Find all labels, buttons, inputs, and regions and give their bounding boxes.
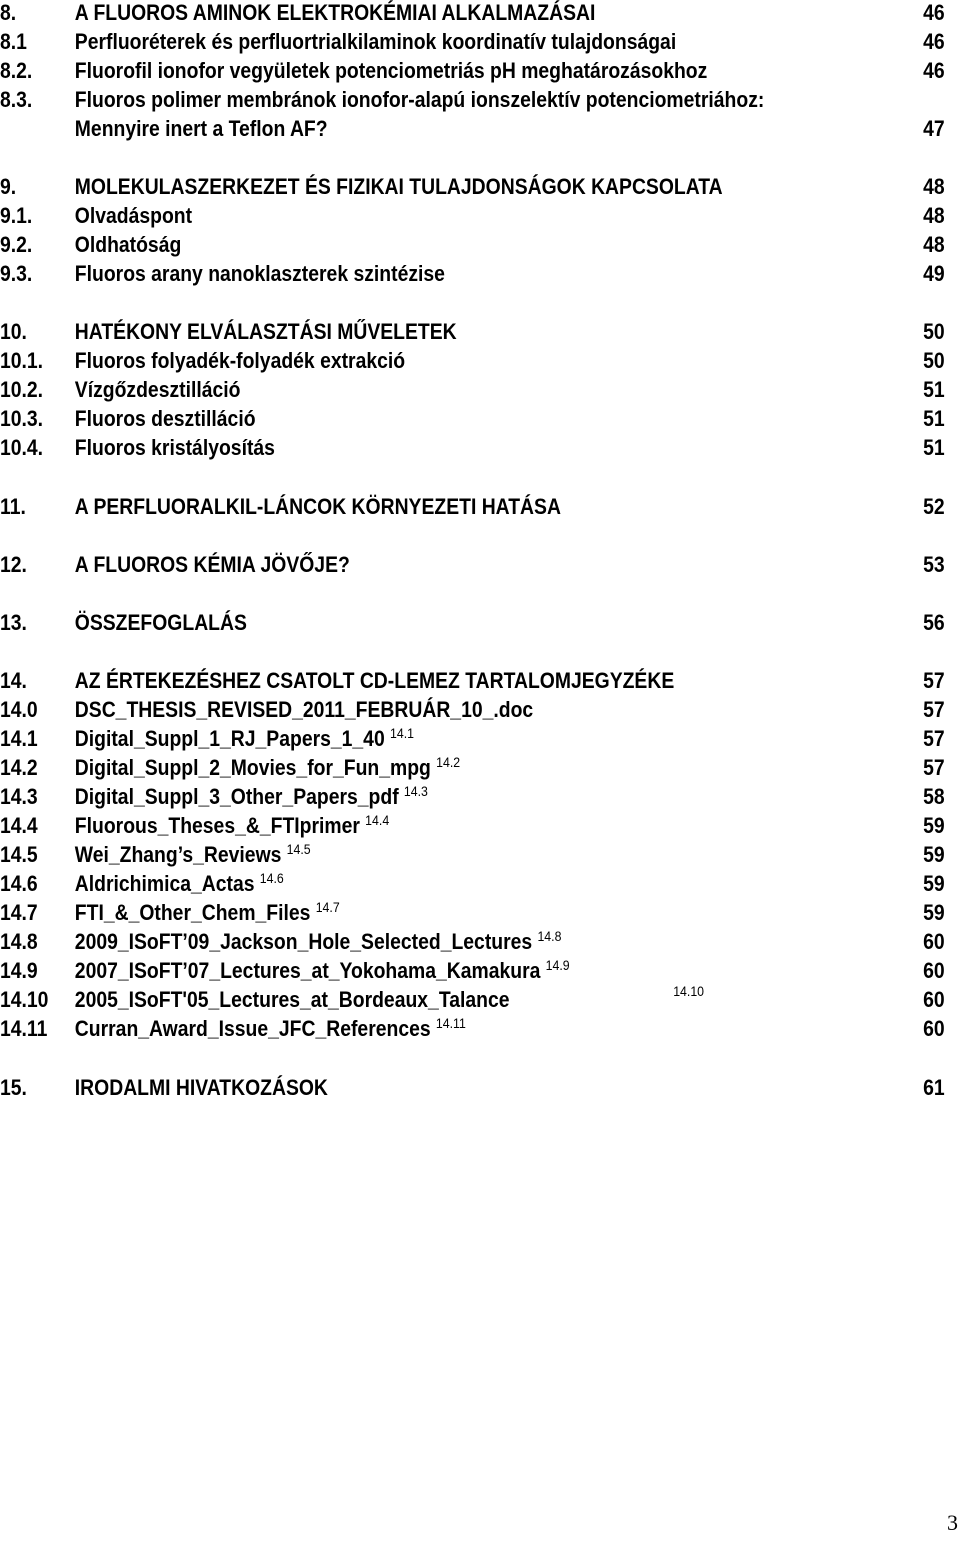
entry-ref-sup: 14.9 [545, 957, 570, 973]
entry-ref-sup: 14.4 [365, 812, 390, 828]
entry-number: 10.3. [0, 406, 44, 431]
entry-page: 60 [923, 958, 945, 983]
toc-entry[interactable] [0, 927, 945, 956]
entry-title: DSC_THESIS_REVISED_2011_FEBRUÁR_10_.doc [74, 697, 534, 722]
entry-number: 15. [0, 1075, 27, 1100]
entry-page: 48 [923, 174, 945, 199]
entry-title [75, 956, 570, 988]
entry-ref-sup: 14.6 [259, 870, 284, 886]
entry-page: 46 [923, 29, 945, 54]
entry-page: 53 [923, 552, 945, 577]
entry-page: 59 [923, 871, 945, 896]
entry-title: ÖSSZEFOGLALÁS [74, 610, 247, 635]
entry-page: 57 [923, 697, 945, 722]
toc-entry[interactable] [0, 27, 945, 56]
entry-page: 59 [923, 900, 945, 925]
entry-title [75, 724, 414, 756]
toc-entry[interactable] [0, 433, 945, 462]
entry-title: Fluorofil ionofor vegyületek potenciometriás pH meghatározásokhoz [74, 58, 708, 83]
entry-page: 57 [923, 726, 945, 751]
entry-ref-sup: 14.2 [436, 754, 461, 770]
entry-title: Fluoros kristályosítás [74, 435, 275, 460]
toc-chapter[interactable] [0, 492, 945, 521]
entry-title-text: 2007_ISoFT’07_Lectures_at_Yokohama_Kamakura [74, 958, 541, 983]
toc-entry[interactable] [0, 782, 945, 811]
toc-chapter[interactable] [0, 608, 945, 637]
entry-page: 59 [923, 813, 945, 838]
entry-number: 14.4 [0, 813, 38, 838]
entry-number: 10. [0, 319, 27, 344]
entry-title: A FLUOROS KÉMIA JÖVŐJE? [74, 552, 350, 577]
entry-title [75, 753, 460, 785]
toc-entry[interactable] [0, 201, 945, 230]
entry-title: Fluoros folyadék-folyadék extrakció [74, 348, 406, 373]
entry-page: 49 [923, 261, 945, 286]
entry-page: 48 [923, 232, 945, 257]
toc-entry-continuation[interactable] [0, 114, 945, 143]
entry-title-text: Curran_Award_Issue_JFC_References [74, 1016, 431, 1041]
entry-title: Fluoros polimer membránok ionofor-alapú ionszelektív potenciometriához: [74, 87, 765, 112]
entry-title: Fluoros arany nanoklaszterek szintézise [74, 261, 445, 286]
entry-number: 14.11 [0, 1016, 48, 1041]
entry-number: 11. [0, 494, 26, 519]
entry-title-text: Digital_Suppl_1_RJ_Papers_1_40 [74, 726, 385, 751]
entry-title: Vízgőzdesztilláció [74, 377, 241, 402]
entry-page: 46 [923, 58, 945, 83]
toc-entry[interactable] [0, 869, 945, 898]
toc-entry[interactable] [0, 811, 945, 840]
entry-title [75, 811, 389, 843]
entry-title-text: Digital_Suppl_3_Other_Papers_pdf [74, 784, 399, 809]
entry-number: 14. [0, 668, 27, 693]
entry-page: 58 [923, 784, 945, 809]
entry-title-text: Fluorous_Theses_&_FTIprimer [74, 813, 360, 838]
toc-chapter[interactable] [0, 550, 945, 579]
entry-number: 14.8 [0, 929, 38, 954]
toc-entry[interactable] [0, 230, 945, 259]
toc-entry[interactable] [0, 404, 945, 433]
toc-chapter[interactable] [0, 317, 945, 346]
entry-page: 52 [923, 494, 945, 519]
entry-ref-sup: 14.5 [286, 841, 311, 857]
entry-number: 8.1 [0, 29, 27, 54]
entry-page: 51 [923, 377, 945, 402]
entry-ref-sup: 14.3 [403, 783, 428, 799]
entry-number: 14.9 [0, 958, 38, 983]
entry-page: 57 [923, 668, 945, 693]
entry-number: 14.6 [0, 871, 38, 896]
entry-number: 8.3. [0, 87, 33, 112]
entry-number: 10.4. [0, 435, 44, 460]
entry-page: 47 [923, 116, 945, 141]
page-number: 3 [947, 1510, 958, 1535]
entry-number: 9.2. [0, 232, 33, 257]
toc-entry[interactable] [0, 983, 945, 1014]
entry-title [75, 782, 428, 814]
entry-page: 50 [923, 348, 945, 373]
entry-number: 14.2 [0, 755, 38, 780]
entry-number: 14.5 [0, 842, 38, 867]
entry-title: IRODALMI HIVATKOZÁSOK [74, 1075, 328, 1100]
entry-title [75, 927, 562, 959]
entry-number: 8. [0, 0, 17, 25]
toc-entry[interactable] [0, 0, 945, 27]
entry-title-text: 2009_ISoFT’09_Jackson_Hole_Selected_Lectures [74, 929, 533, 954]
entry-number: 9. [0, 174, 17, 199]
toc-entry[interactable] [0, 695, 945, 724]
entry-title: Fluoros desztilláció [74, 406, 256, 431]
entry-ref-sup: 14.1 [390, 725, 414, 741]
toc-chapter[interactable] [0, 172, 945, 201]
toc-entry[interactable] [0, 898, 945, 927]
entry-title-text: FTI_&_Other_Chem_Files [74, 900, 311, 925]
entry-number: 9.1. [0, 203, 33, 228]
entry-title: AZ ÉRTEKEZÉSHEZ CSATOLT CD-LEMEZ TARTALOMJEGYZÉKE [74, 668, 675, 693]
entry-title [75, 840, 311, 872]
entry-page: 50 [923, 319, 945, 344]
entry-title: Oldhatóság [74, 232, 182, 257]
entry-title: Perfluoréterek és perfluortrialkilaminok koordinatív tulajdonságai [74, 29, 677, 54]
entry-number: 14.10 [0, 987, 49, 1012]
entry-number: 10.2. [0, 377, 44, 402]
entry-title: HATÉKONY ELVÁLASZTÁSI MŰVELETEK [74, 319, 457, 344]
entry-number: 14.3 [0, 784, 38, 809]
entry-title [75, 869, 284, 901]
entry-page: 57 [923, 755, 945, 780]
entry-number: 12. [0, 552, 27, 577]
entry-title [75, 1014, 466, 1046]
entry-page: 46 [923, 0, 945, 25]
toc-entry[interactable] [0, 346, 945, 375]
entry-number: 10.1. [0, 348, 44, 373]
toc-entry[interactable] [0, 753, 945, 782]
entry-title: A PERFLUORALKIL-LÁNCOK KÖRNYEZETI HATÁSA [74, 494, 561, 519]
entry-title [74, 983, 705, 1014]
entry-number: 14.1 [0, 726, 38, 751]
entry-page: 48 [923, 203, 945, 228]
entry-number: 13. [0, 610, 27, 635]
toc-chapter[interactable] [0, 1073, 945, 1102]
entry-page: 59 [923, 842, 945, 867]
toc-entry[interactable] [0, 85, 845, 114]
entry-title: Mennyire inert a Teflon AF? [74, 116, 328, 141]
entry-ref-sup: 14.10 [673, 983, 705, 999]
entry-ref-sup: 14.11 [435, 1015, 466, 1031]
entry-ref-sup: 14.7 [315, 899, 340, 915]
toc-entry[interactable] [0, 259, 945, 288]
entry-ref-sup: 14.8 [537, 928, 562, 944]
entry-page: 51 [923, 435, 945, 460]
entry-page: 61 [923, 1075, 945, 1100]
entry-title: MOLEKULASZERKEZET ÉS FIZIKAI TULAJDONSÁGOK KAPCSOLATA [74, 174, 723, 199]
entry-page: 51 [923, 406, 945, 431]
entry-title-text: Digital_Suppl_2_Movies_for_Fun_mpg [74, 755, 431, 780]
entry-number: 8.2. [0, 58, 33, 83]
entry-page: 56 [923, 610, 945, 635]
entry-title-text: 2005_ISoFT'05_Lectures_at_Bordeaux_Talance [74, 987, 510, 1012]
toc-entry[interactable] [0, 1014, 945, 1043]
toc-entry[interactable] [0, 724, 945, 753]
entry-number: 14.0 [0, 697, 38, 722]
entry-page: 60 [923, 929, 945, 954]
toc-chapter[interactable] [0, 666, 945, 695]
entry-title: Olvadáspont [74, 203, 193, 228]
toc-entry[interactable] [0, 840, 945, 869]
toc-entry[interactable] [0, 56, 945, 85]
entry-title [75, 898, 340, 930]
entry-page: 60 [923, 987, 945, 1012]
entry-page: 60 [923, 1016, 945, 1041]
entry-title-text: Wei_Zhang’s_Reviews [74, 842, 282, 867]
entry-title: A FLUOROS AMINOK ELEKTROKÉMIAI ALKALMAZÁSAI [74, 0, 596, 25]
entry-title-text: Aldrichimica_Actas [74, 871, 255, 896]
toc-entry[interactable] [0, 956, 945, 985]
toc-entry[interactable] [0, 375, 945, 404]
entry-number: 14.7 [0, 900, 38, 925]
entry-number: 9.3. [0, 261, 33, 286]
